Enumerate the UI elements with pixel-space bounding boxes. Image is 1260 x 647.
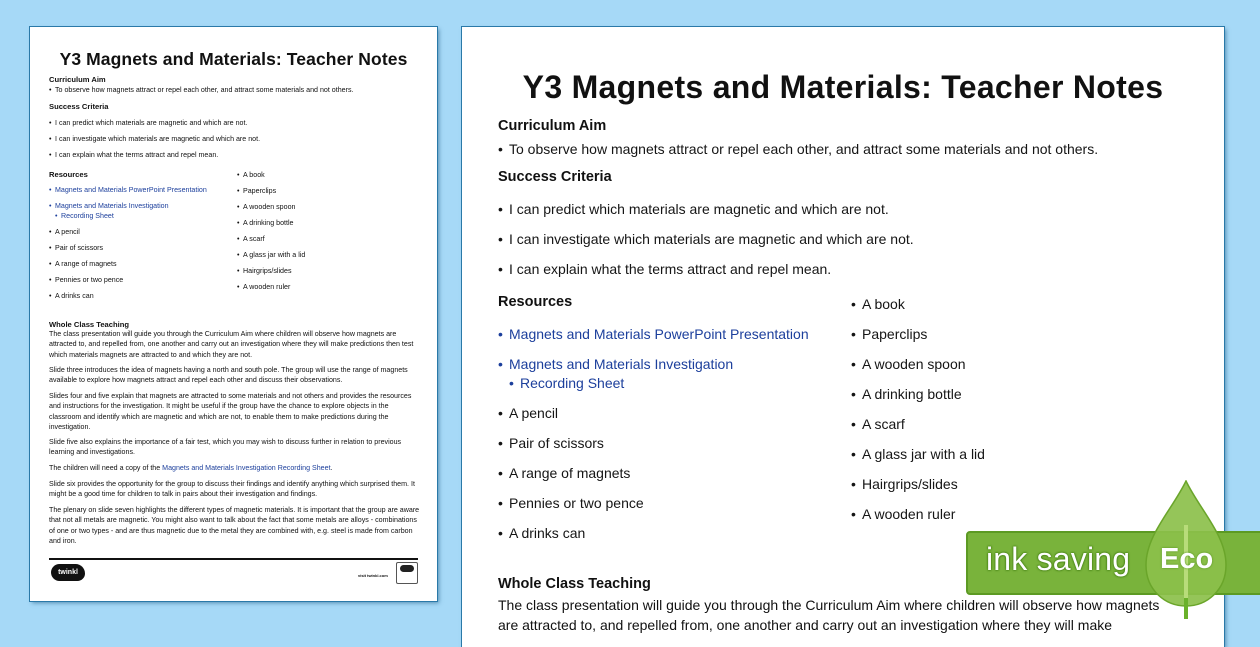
ink-saving-label: ink saving — [986, 541, 1131, 577]
copy-sentence-end: . — [330, 464, 333, 472]
footer-divider — [49, 558, 418, 560]
list-item: • Pair of scissors — [498, 433, 604, 453]
list-item: • I can explain what the terms attract and repel mean. — [49, 150, 218, 160]
recording-sheet-link[interactable]: Magnets and Materials Investigation Recording Sheet — [162, 464, 331, 472]
list-item: • A scarf — [851, 414, 905, 434]
list-item: • A book — [851, 294, 905, 314]
list-item: • A drinking bottle — [237, 218, 293, 228]
resource-link-line2[interactable]: Recording Sheet — [520, 375, 625, 391]
paragraph-line: are attracted to, and repelled from, one another and carry out an investigation where they will make — [498, 617, 1113, 633]
list-item: • I can explain what the terms attract and repel mean. — [498, 259, 831, 279]
paragraph: The plenary on slide seven highlights the different types of magnetic materials. It is important that the group are aware that not all metals are magnetic. You might also want to talk about the fact that some metals are alloys - combinations of one or two types - and are thus magnetic due to the metal they are combined with, e.g. steel is made from carbon and iron. — [49, 506, 420, 546]
list-item: • A pencil — [49, 227, 80, 237]
resource-link[interactable]: • Magnets and Materials Investigation — [498, 354, 733, 374]
resource-link-cont[interactable] — [55, 211, 114, 221]
success-criteria-heading: Success Criteria — [49, 102, 109, 111]
list-item: • A pencil — [498, 403, 558, 423]
paragraph: Slide three introduces the idea of magnets having a north and south pole. The group will use the range of magnets available to explore how magnets attract and repel each other and discuss their observations. — [49, 366, 408, 385]
list-item: • I can predict which materials are magnetic and which are not. — [49, 118, 247, 128]
resource-link-line2[interactable]: Recording Sheet — [61, 212, 114, 220]
list-item: • Hairgrips/slides — [237, 266, 292, 276]
list-item: • A wooden ruler — [851, 504, 955, 524]
paragraph: Slide five also explains the importance of a fair test, which you may wish to discuss further in relation to previous learning and investigations. — [49, 438, 402, 457]
list-item: • A glass jar with a lid — [237, 250, 305, 260]
list-item: • I can investigate which materials are magnetic and which are not. — [498, 229, 914, 249]
copy-sentence-text: The children will need a copy of the — [49, 464, 163, 472]
whole-class-heading: Whole Class Teaching — [498, 576, 651, 592]
list-item: • A book — [237, 170, 265, 180]
page-title-large: Y3 Magnets and Materials: Teacher Notes — [522, 69, 1164, 105]
list-item: • A glass jar with a lid — [851, 444, 985, 464]
copy-sentence — [49, 463, 421, 473]
list-item: • A drinking bottle — [851, 384, 962, 404]
resource-link[interactable]: • Magnets and Materials PowerPoint Presentation — [498, 324, 809, 344]
paragraph: Slide six provides the opportunity for the group to discuss their findings and identify anything which surprised them. It might be a good time for children to talk in pairs about their investigation and findings. — [49, 480, 415, 499]
list-item: • Pennies or two pence — [498, 493, 644, 513]
paragraph: Slides four and five explain that magnets are attracted to some materials and not others and provides the resources and instructions for the investigation. It might be useful if the group have the chance to explore objects in the classroom and identify which are magnetic and which are not, to enable them to make predictions during the investigation. — [49, 392, 412, 432]
list-item: • A drinks can — [49, 291, 94, 301]
eco-label: Eco — [1160, 543, 1214, 575]
list-item: • A wooden ruler — [237, 282, 290, 292]
list-item: • To observe how magnets attract or repel each other, and attract some materials and not others. — [498, 139, 1098, 159]
list-item: • I can investigate which materials are magnetic and which are not. — [49, 134, 260, 144]
visit-website-text: visit twinkl.com — [358, 573, 388, 578]
list-item: • A range of magnets — [498, 463, 630, 483]
list-item: • Paperclips — [237, 186, 276, 196]
list-item: • Hairgrips/slides — [851, 474, 958, 494]
list-item: • To observe how magnets attract or repel each other, and attract some materials and not others. — [49, 85, 354, 95]
list-item: • I can predict which materials are magnetic and which are not. — [498, 199, 889, 219]
resource-link[interactable]: • Magnets and Materials PowerPoint Presentation — [49, 185, 207, 195]
curriculum-aim-heading: Curriculum Aim — [49, 75, 106, 84]
resources-heading: Resources — [49, 170, 88, 179]
curriculum-aim-heading: Curriculum Aim — [498, 118, 607, 134]
list-item: • Paperclips — [851, 324, 927, 344]
paragraph-line: The class presentation will guide you through the Curriculum Aim where children will observe how magnets — [498, 597, 1160, 613]
success-criteria-heading: Success Criteria — [498, 169, 612, 185]
list-item: • A scarf — [237, 234, 265, 244]
twinkl-logo: twinkl — [51, 564, 85, 581]
list-item: • A wooden spoon — [237, 202, 295, 212]
resource-link[interactable]: • Magnets and Materials Investigation — [49, 201, 169, 211]
paragraph: The class presentation will guide you through the Curriculum Aim where children will observe how magnets are attracted to, and repelled from, one another and carry out an investigation where they will make predictions then test which materials magnets are attracted to and which they are not. — [49, 330, 414, 359]
list-item: • A drinks can — [498, 523, 585, 543]
list-item: • A range of magnets — [49, 259, 117, 269]
resource-link-cont[interactable] — [509, 373, 624, 393]
page-title: Y3 Magnets and Materials: Teacher Notes — [59, 49, 408, 69]
list-item: • Pair of scissors — [49, 243, 103, 253]
whole-class-heading: Whole Class Teaching — [49, 320, 130, 329]
list-item: • A wooden spoon — [851, 354, 966, 374]
list-item: • Pennies or two pence — [49, 275, 123, 285]
resources-heading: Resources — [498, 294, 573, 310]
page-thumbnail — [30, 27, 437, 601]
quality-badge-icon — [396, 562, 418, 584]
